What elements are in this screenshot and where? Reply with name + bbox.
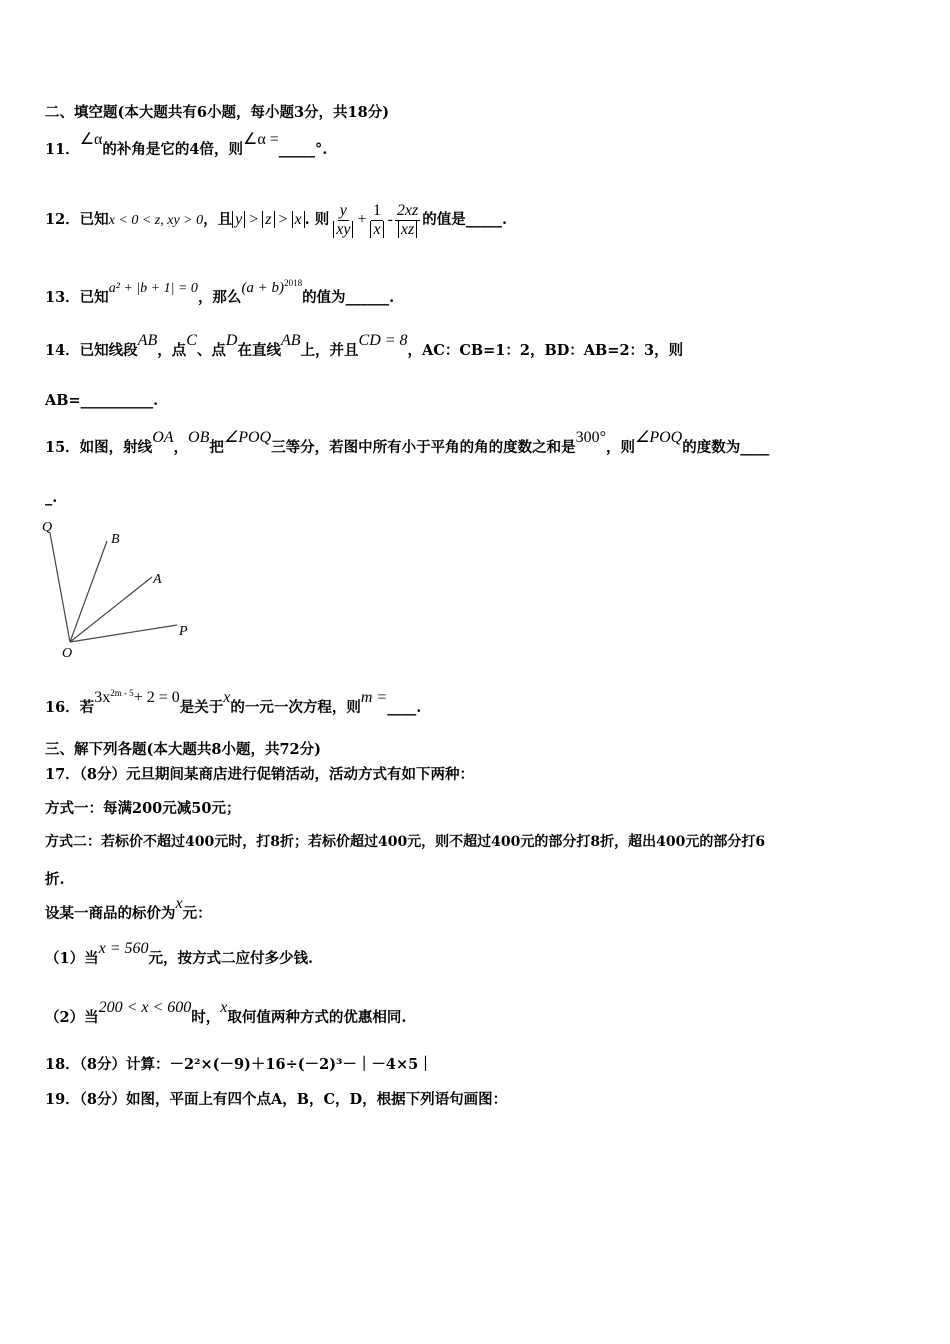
question-14: 14．已知线段AB，点C、点D在直线AB上，并且CD = 8，AC：CB=1：2，BD：AB=2：3，则 bbox=[45, 332, 684, 359]
section-3-heading: 三、解下列各题(本大题共8小题，共72分) bbox=[45, 741, 321, 758]
label-a: A bbox=[153, 572, 162, 587]
question-16: 16．若$3x^{2m - 5}+ 2 = 0$是关于x的一元一次方程，则m =____. bbox=[45, 688, 422, 716]
question-17-way2: 方式二：若标价不超过400元时，打8折；若标价超过400元，则不超过400元的部分打8折，超出400元的部分打6 bbox=[45, 834, 766, 850]
ray-op bbox=[70, 625, 177, 642]
label-o: O bbox=[62, 646, 73, 661]
question-17-setup: 设某一商品的标价为x元： bbox=[45, 895, 212, 922]
label-p: P bbox=[179, 624, 188, 639]
question-15-line2: _. bbox=[45, 489, 58, 506]
question-19: 19．（8分）如图，平面上有四个点A，B，C，D，根据下列语句画图： bbox=[45, 1091, 508, 1108]
section-2-heading: 二、填空题(本大题共有6小题，每小题3分，共18分) bbox=[45, 104, 390, 121]
question-18: 18．（8分）计算：－2²×(－9)＋16÷(－2)³－｜－4×5｜ bbox=[45, 1056, 433, 1073]
question-17-part1: （1）当x = 560元，按方式二应付多少钱. bbox=[45, 940, 314, 967]
ray-oq bbox=[50, 533, 70, 642]
question-13: 13．已知a² + |b + 1| = 0，那么$(a + b)^{2018}$的值为______. bbox=[45, 278, 395, 306]
question-14-line2: AB=__________. bbox=[45, 392, 159, 409]
question-15: 15．如图，射线OA，OB把∠POQ三等分，若图中所有小于平角的角的度数之和是300°，则∠POQ的度数为____ bbox=[45, 429, 770, 456]
question-17-intro: 17．（8分）元旦期间某商店进行促销活动，活动方式有如下两种： bbox=[45, 766, 475, 783]
question-17-way1: 方式一：每满200元减50元； bbox=[45, 800, 241, 817]
question-17-part2: （2）当200 < x < 600时，x取何值两种方式的优惠相同. bbox=[45, 999, 407, 1026]
label-q: Q bbox=[42, 520, 53, 535]
label-b: B bbox=[111, 532, 120, 547]
angle-figure bbox=[40, 515, 200, 665]
question-12: 12．已知x < 0 < z, xy > 0，且 y > z > x . 则 $\frac{y}{xy}$ + $\frac{1}{x}$ - $\frac{2xz}{xz}$ 的值是_____. bbox=[45, 201, 508, 238]
question-11: 11．∠α的补角是它的4倍，则∠α =_____°. bbox=[45, 131, 328, 158]
question-17-way2b: 折. bbox=[45, 871, 65, 888]
